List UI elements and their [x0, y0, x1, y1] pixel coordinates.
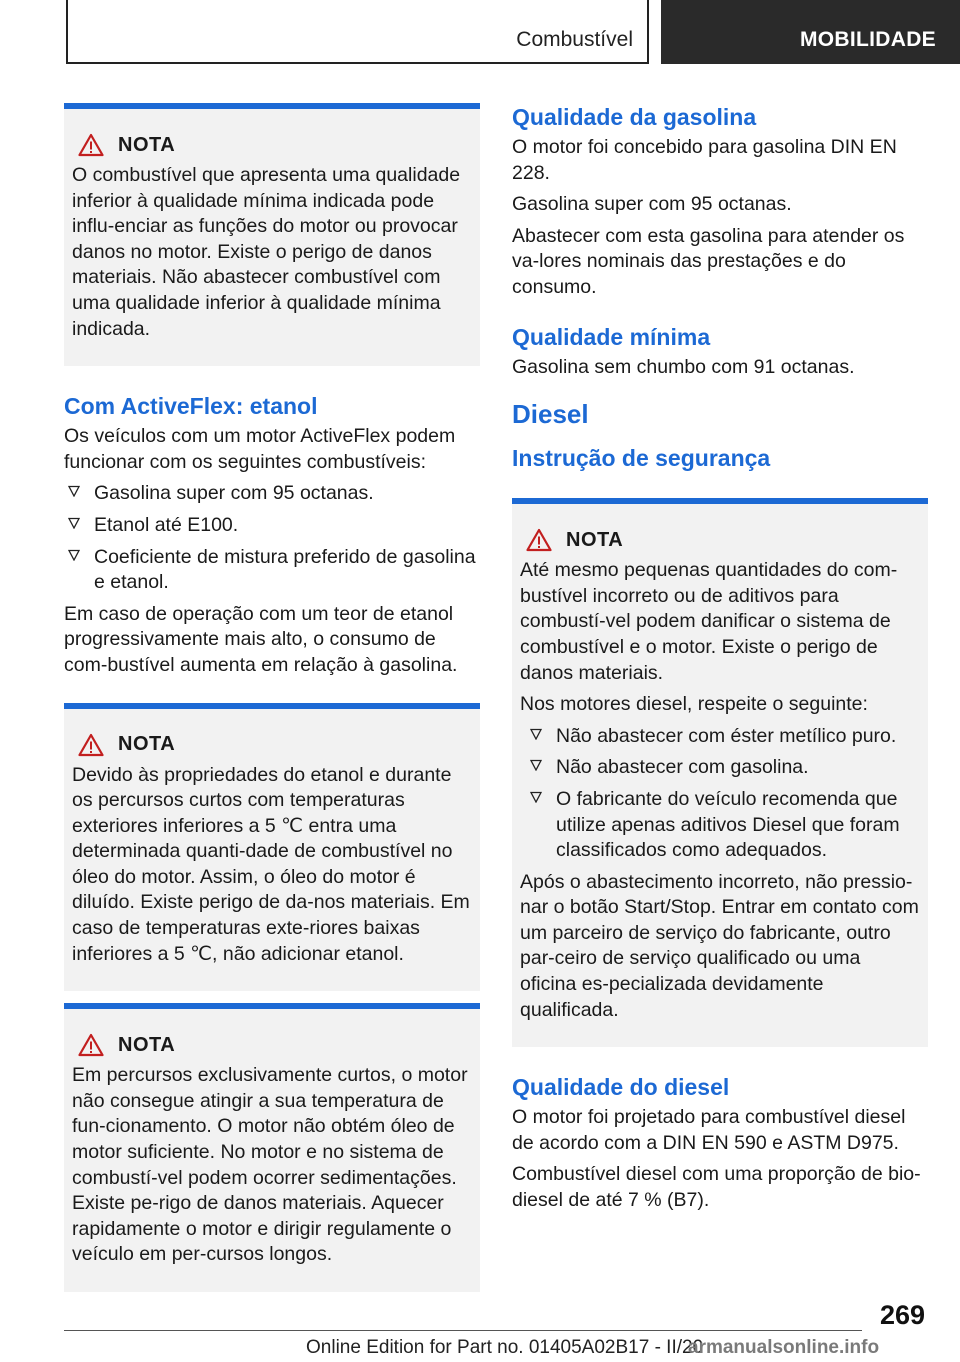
- note-text: Em percursos exclusivamente curtos, o motor não consegue atingir a sua temperatura de fun-cionamento. O motor não obtém óleo de motor suficiente. No motor e no sistema de combustí-vel podem ocorrer sedimentações. Existe pe-rigo de danos materiais. Aquecer rapidamente o motor e dirigir regulamente o veículo em per-cursos longos.: [72, 1064, 468, 1266]
- diesel-rules-list: [520, 724, 920, 864]
- footer-divider: [64, 1330, 862, 1331]
- paragraph: Combustível diesel com uma proporção de bio-diesel de até 7 % (B7).: [512, 1163, 921, 1212]
- triangle-bullet-icon: [530, 759, 542, 771]
- paragraph: Gasolina super com 95 octanas.: [512, 193, 792, 216]
- warning-icon: [78, 733, 104, 757]
- note-header: [72, 131, 472, 159]
- fuel-list: [64, 481, 480, 595]
- page-number: 269: [880, 1300, 926, 1330]
- note-text: Até mesmo pequenas quantidades do com-bustível incorreto ou de aditivos para combustí-vel podem danificar o sistema de combustível e o motor. Existe o perigo de danos materiais.: [520, 559, 898, 684]
- paragraph: Abastecer com esta gasolina para atender os va-lores nominais das prestações e do consumo.: [512, 224, 905, 298]
- gasoline-quality-heading: Qualidade da gasolina: [512, 104, 757, 130]
- note-header: [520, 526, 920, 554]
- note-text: O combustível que apresenta uma qualidade inferior à qualidade mínima indicada pode influ-enciar as funções do motor ou provocar danos no motor. Existe o perigo de danos materiais. Não abastecer combustível com uma qualidade inferior à qualidade mínima indicada.: [72, 164, 461, 340]
- note-header: [72, 731, 472, 759]
- note-text: Devido às propriedades do etanol e durante os percursos curtos com temperaturas exteriores inferiores a 5 ℃ entra uma determinada quanti-dade de combustível no óleo do motor. Assim, o óleo do motor é diluído. Existe perigo de da-nos materiais. Em caso de temperaturas exte-riores baixas inferiores a 5 ℃, não adicionar etanol.: [72, 763, 470, 965]
- note-title: NOTA: [118, 733, 176, 755]
- diesel-heading: Diesel: [512, 399, 589, 430]
- list-item: Gasolina super com 95 octanas.: [64, 481, 480, 507]
- triangle-bullet-icon: [530, 791, 542, 803]
- header-section-title: Combustível: [516, 28, 633, 51]
- diesel-quality-heading: Qualidade do diesel: [512, 1074, 730, 1101]
- triangle-bullet-icon: [68, 549, 80, 561]
- footer-edition: Online Edition for Part no. 01405A02B17 - II/20: [306, 1337, 704, 1358]
- activeflex-heading: Com ActiveFlex: etanol: [64, 393, 318, 420]
- paragraph: Gasolina sem chumbo com 91 octanas.: [512, 355, 855, 378]
- note-title: NOTA: [566, 528, 624, 551]
- triangle-bullet-icon: [68, 517, 80, 529]
- left-column: [64, 103, 480, 1292]
- note-intro: Nos motores diesel, respeite o seguinte:: [520, 693, 868, 716]
- header-chapter-tab: [661, 0, 960, 64]
- note-after: Após o abastecimento incorreto, não pressio-nar o botão Start/Stop. Entrar em contato com um parceiro de serviço do fabricante, outro par-ceiro de serviço qualificado ou uma oficina es-pecializada devidamente qualificada.: [520, 870, 919, 1021]
- activeflex-after: Em caso de operação com um teor de etanol progressivamente mais alto, o consumo de com-bustível aumenta em relação à gasolina.: [64, 602, 458, 676]
- header-section-box: [66, 0, 649, 64]
- header-chapter-title: MOBILIDADE: [800, 28, 936, 51]
- list-item: O fabricante do veículo recomenda que utilize apenas aditivos Diesel que foram classificados como adequados.: [520, 787, 920, 864]
- list-item: Não abastecer com éster metílico puro.: [520, 724, 920, 750]
- note-header: [72, 1031, 472, 1059]
- triangle-bullet-icon: [68, 485, 80, 497]
- paragraph: O motor foi concebido para gasolina DIN EN 228.: [512, 136, 897, 184]
- watermark: armanualsonline.info: [688, 1337, 880, 1358]
- right-column: [512, 103, 928, 1214]
- note-box: [64, 103, 480, 366]
- list-item: Etanol até E100.: [64, 513, 480, 539]
- list-item: Coeficiente de mistura preferido de gasolina e etanol.: [64, 545, 480, 596]
- list-item: Não abastecer com gasolina.: [520, 755, 920, 781]
- safety-instruction-heading: Instrução de segurança: [512, 445, 771, 472]
- note-title: NOTA: [118, 1033, 176, 1056]
- triangle-bullet-icon: [530, 728, 542, 740]
- note-box: [512, 498, 928, 1047]
- note-box: [64, 1003, 480, 1292]
- note-title: NOTA: [118, 133, 176, 156]
- note-box: [64, 703, 480, 992]
- minimum-quality-heading: Qualidade mínima: [512, 323, 711, 350]
- warning-icon: [78, 1033, 104, 1057]
- warning-icon: [78, 133, 104, 157]
- warning-icon: [526, 528, 552, 552]
- activeflex-intro: Os veículos com um motor ActiveFlex podem funcionar com os seguintes combustíveis:: [64, 425, 456, 473]
- paragraph: O motor foi projetado para combustível diesel de acordo com a DIN EN 590 e ASTM D975.: [512, 1106, 906, 1154]
